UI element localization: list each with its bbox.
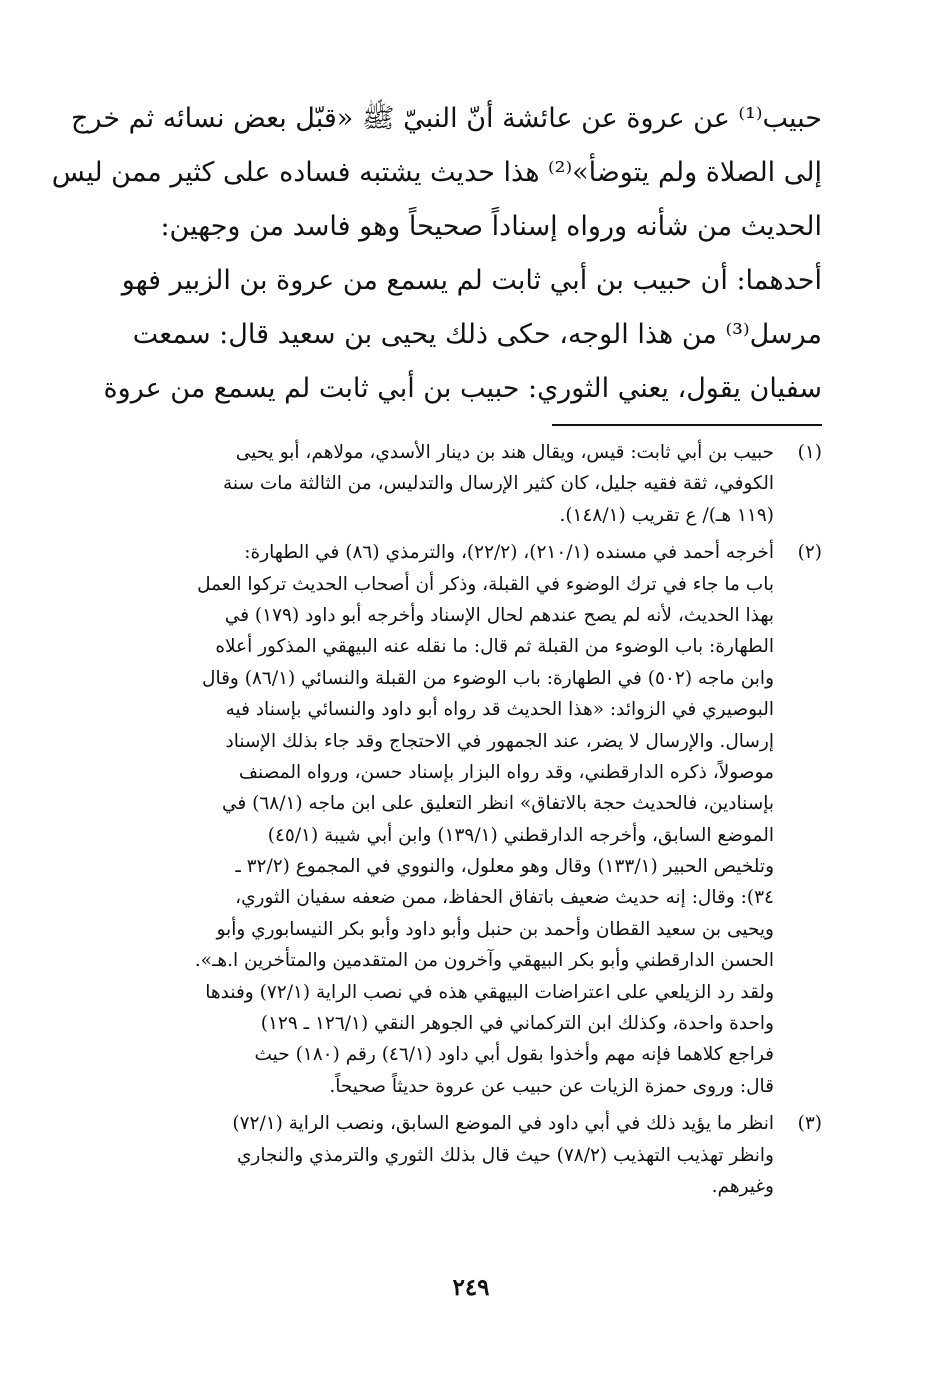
footnote-line: إرسال. والإرسال لا يضر، عند الجمهور في الاحتجاج وقد جاء بذلك الإسناد — [225, 730, 774, 752]
footnote-line: واحدة واحدة، وكذلك ابن التركماني في الجوهر النقي (١٢٦/١ ـ ١٢٩) — [260, 1013, 774, 1035]
footnote-line: الطهارة: باب الوضوء من القبلة ثم قال: ما نقله عنه البيهقي المذكور أعلاه — [215, 636, 774, 658]
footnote-line: باب ما جاء في ترك الوضوء في القبلة، وذكر أن أصحاب الحديث تركوا العمل — [197, 573, 774, 595]
footnote-line: بإسنادين، فالحديث حجة بالاتفاق» انظر التعليق على ابن ماجه (٦٨/١) في — [222, 793, 774, 815]
main-text-line: مرسل⁽³⁾ من هذا الوجه، حكى ذلك يحيى بن سعيد قال: سمعت — [132, 319, 822, 350]
footnote-line: الموضع السابق، وأخرجه الدارقطني (١٣٩/١) وابن أبي شيبة (٤٥/١) — [267, 824, 774, 846]
footnote-line: الحسن الدارقطني وأبو بكر البيهقي وآخرون من المتقدمين والمتأخرين ا.هـ». — [194, 950, 774, 972]
footnote-line: حبيب بن أبي ثابت: قيس، ويقال هند بن دينار الأسدي، مولاهم، أبو يحيى — [235, 442, 774, 463]
page-number: ٢٤٩ — [452, 1274, 490, 1301]
main-text-line: أحدهما: أن حبيب بن أبي ثابت لم يسمع من عروة بن الزبير فهو — [121, 265, 822, 296]
footnote-line: الكوفي، ثقة فقيه جليل، كان كثير الإرسال والتدليس، من الثالثة مات سنة — [222, 473, 774, 495]
footnote-line: البوصيري في الزوائد: «هذا الحديث قد رواه أبو داود والنسائي بإسناد فيه — [225, 699, 774, 721]
footnote-line: بهذا الحديث، لأنه لم يصح عندهم لحال الإسناد وأخرجه أبو داود (١٧٩) في — [224, 604, 774, 626]
footnote-line: ٣٤): وقال: إنه حديث ضعيف باتفاق الحفاظ، ممن ضعفه سفيان الثوري، — [235, 887, 774, 909]
footnote-separator — [552, 424, 822, 426]
footnote-line: قال: وروى حمزة الزيات عن حبيب عن عروة حديثاً صحيحاً. — [329, 1075, 774, 1097]
footnote-line: ويحيى بن سعيد القطان وأحمد بن حنبل وأبو داود وأبو بكر النيسابوري وأبو — [216, 918, 774, 940]
footnote-line: (١١٩ هـ)/ ع تقريب (١٤٨/١). — [559, 504, 774, 526]
footnote-line: وتلخيص الحبير (١٣٣/١) وقال وهو معلول، والنووي في المجموع (٣٢/٢ ـ — [235, 856, 774, 878]
footnote-line: وغيرهم. — [711, 1175, 774, 1197]
footnotes-block — [110, 437, 822, 1202]
footnote-number: (١) — [797, 442, 822, 463]
footnote-line: فراجع كلاهما فإنه مهم وأخذوا بقول أبي داود (٤٦/١) رقم (١٨٠) حيث — [254, 1044, 774, 1066]
footnote-line: وابن ماجه (٥٠٢) في الطهارة: باب الوضوء من القبلة والنسائي (٨٦/١) وقال — [202, 667, 774, 689]
main-text-block — [51, 92, 822, 416]
main-text-line: حبيب⁽¹⁾ عن عروة عن عائشة أنّ النبيّ ﷺ «قبّل بعض نسائه ثم خرج — [71, 103, 822, 134]
main-text-line: إلى الصلاة ولم يتوضأ»⁽²⁾ هذا حديث يشتبه فساده على كثير ممن ليس — [51, 157, 822, 188]
footnote-line: موصولاً، ذكره الدارقطني، وقد رواه البزار بإسناد حسن، ورواه المصنف — [238, 761, 774, 783]
footnote-line: أخرجه أحمد في مسنده (٢١٠/١)، (٢٢/٢)، والترمذي (٨٦) في الطهارة: — [244, 542, 774, 564]
main-text-line: الحديث من شأنه ورواه إسناداً صحيحاً وهو فاسد من وجهين: — [160, 211, 822, 242]
footnote-line: ولقد رد الزيلعي على اعتراضات البيهقي هذه في نصب الراية (٧٢/١) وفندها — [205, 981, 774, 1003]
footnote-3 — [110, 1108, 822, 1202]
footnote-line: وانظر تهذيب التهذيب (٧٨/٢) حيث قال بذلك الثوري والترمذي والنجاري — [236, 1144, 774, 1166]
footnote-number: (٣) — [797, 1113, 822, 1135]
footnote-line: انظر ما يؤيد ذلك في أبي داود في الموضع السابق، ونصب الراية (٧٢/١) — [232, 1113, 774, 1135]
footnote-1 — [110, 437, 822, 531]
footnote-number: (٢) — [797, 542, 822, 564]
main-text-line: سفيان يقول، يعني الثوري: حبيب بن أبي ثابت لم يسمع من عروة — [103, 373, 822, 404]
footnote-2 — [110, 537, 822, 1102]
